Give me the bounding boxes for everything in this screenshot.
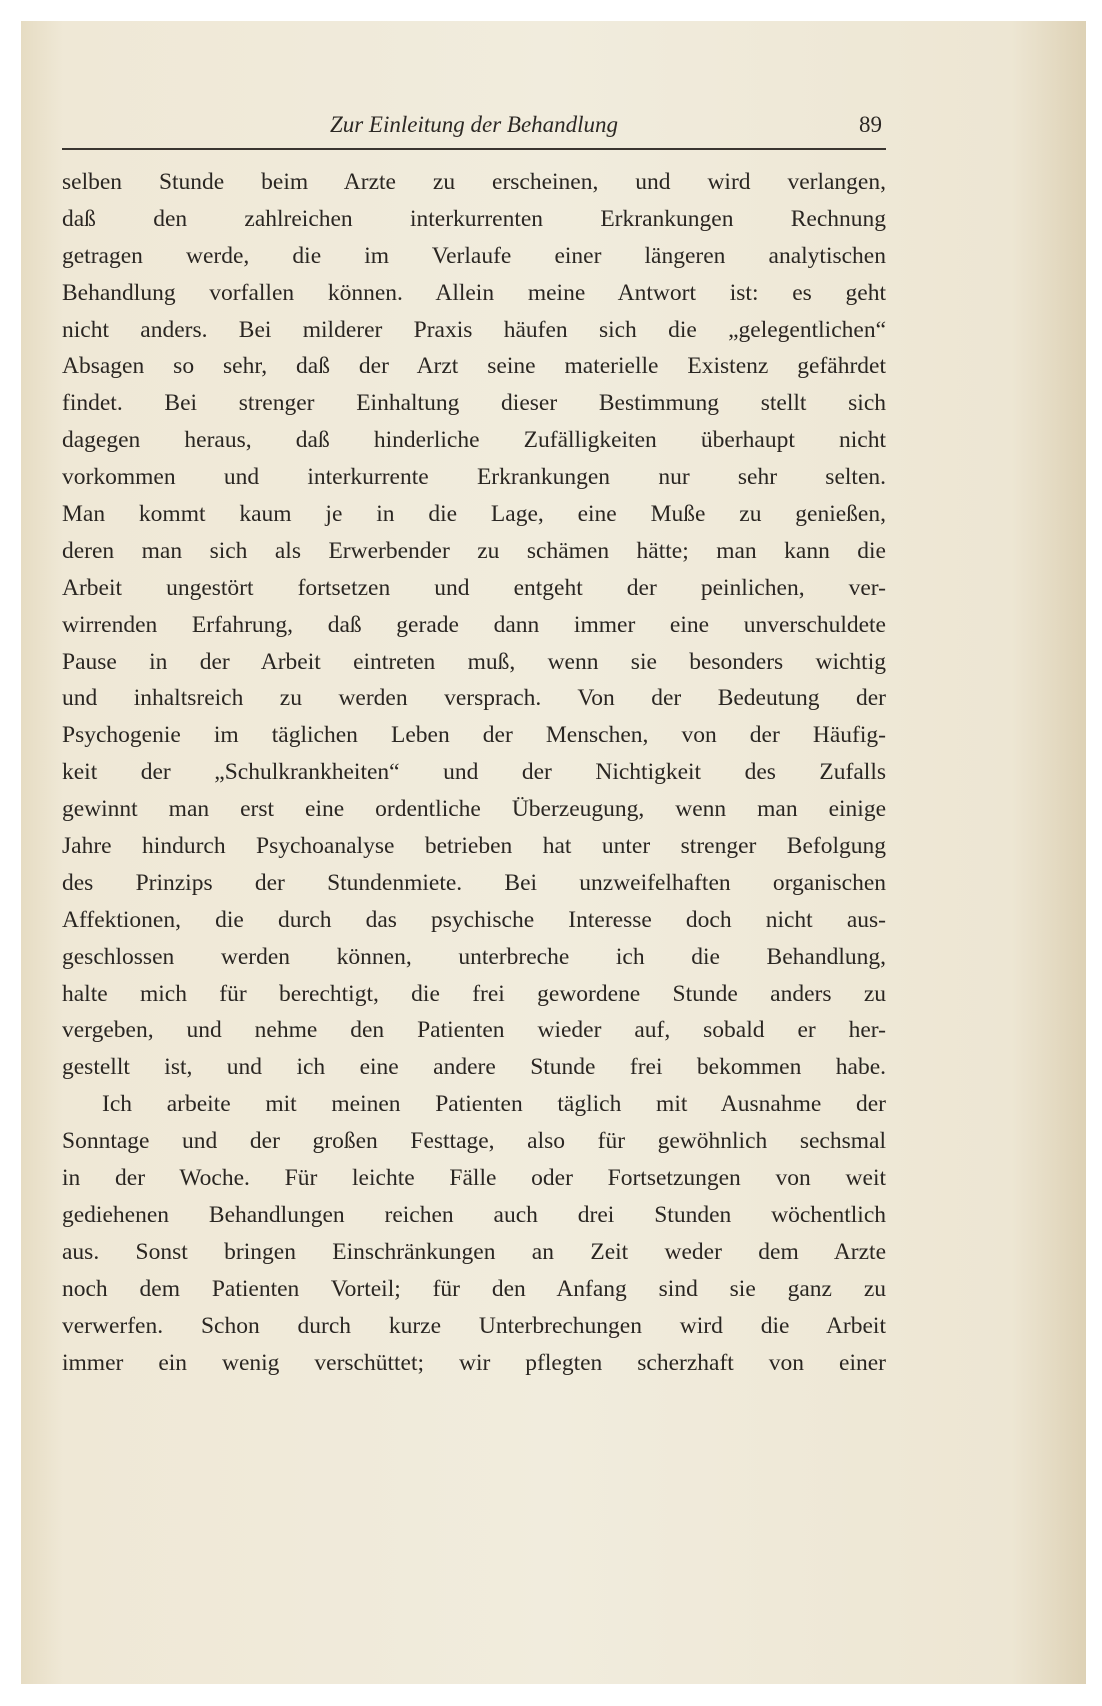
text-line: des Prinzips der Stundenmiete. Bei unzweifelhaften organischen [62, 869, 886, 896]
text-line: vergeben, und nehme den Patienten wieder auf, sobald er her- [62, 1017, 886, 1044]
text-line: gestellt ist, und ich eine andere Stunde frei bekommen habe. [62, 1054, 886, 1081]
text-line: Affektionen, die durch das psychische Interesse doch nicht aus- [62, 906, 886, 933]
text-line: deren man sich als Erwerbender zu schämen hätte; man kann die [62, 537, 886, 564]
text-line: findet. Bei strenger Einhaltung dieser Bestimmung stellt sich [62, 390, 886, 417]
text-line: vorkommen und interkurrente Erkrankungen nur sehr selten. [62, 464, 886, 491]
text-line: immer ein wenig verschüttet; wir pflegten scherzhaft von einer [62, 1349, 886, 1376]
page-number: 89 [859, 112, 882, 137]
text-line: Jahre hindurch Psychoanalyse betrieben hat unter strenger Befolgung [62, 833, 886, 860]
text-line: verwerfen. Schon durch kurze Unterbrechungen wird die Arbeit [62, 1312, 886, 1339]
text-line: Psychogenie im täglichen Leben der Menschen, von der Häufig- [62, 722, 886, 749]
text-line: halte mich für berechtigt, die frei gewordene Stunde anders zu [62, 980, 886, 1007]
text-line: keit der „Schulkrankheiten“ und der Nichtigkeit des Zufalls [62, 759, 886, 786]
text-line: Pause in der Arbeit eintreten muß, wenn sie besonders wichtig [62, 648, 886, 675]
body-text [62, 164, 886, 1381]
text-line: Arbeit ungestört fortsetzen und entgeht der peinlichen, ver- [62, 574, 886, 601]
text-line: Man kommt kaum je in die Lage, eine Muße zu genießen, [62, 501, 886, 528]
header-rule [62, 148, 886, 150]
text-line: daß den zahlreichen interkurrenten Erkrankungen Rechnung [62, 205, 886, 232]
text-line: aus. Sonst bringen Einschränkungen an Zeit weder dem Arzte [62, 1238, 886, 1265]
text-line: getragen werde, die im Verlaufe einer längeren analytischen [62, 242, 886, 269]
text-line: nicht anders. Bei milderer Praxis häufen sich die „gelegentlichen“ [62, 316, 886, 343]
text-line: Sonntage und der großen Festtage, also für gewöhnlich sechsmal [62, 1128, 886, 1155]
text-line: Behandlung vorfallen können. Allein meine Antwort ist: es geht [62, 279, 886, 306]
text-line: Ich arbeite mit meinen Patienten täglich mit Ausnahme der [102, 1091, 886, 1118]
text-line: gediehenen Behandlungen reichen auch drei Stunden wöchentlich [62, 1201, 886, 1228]
text-line: selben Stunde beim Arzte zu erscheinen, und wird verlangen, [62, 169, 886, 195]
running-title: Zur Einleitung der Behandlung [329, 112, 619, 137]
running-header [62, 112, 886, 146]
text-line: wirrenden Erfahrung, daß gerade dann immer eine unverschuldete [62, 611, 886, 638]
text-line: noch dem Patienten Vorteil; für den Anfang sind sie ganz zu [62, 1275, 886, 1302]
text-line: dagegen heraus, daß hinderliche Zufälligkeiten überhaupt nicht [62, 427, 886, 454]
text-line: gewinnt man erst eine ordentliche Überzeugung, wenn man einige [62, 796, 886, 823]
text-line: und inhaltsreich zu werden versprach. Von der Bedeutung der [62, 685, 886, 712]
text-line: in der Woche. Für leichte Fälle oder Fortsetzungen von weit [62, 1165, 886, 1192]
text-line: Absagen so sehr, daß der Arzt seine materielle Existenz gefährdet [62, 353, 886, 380]
text-line: geschlossen werden können, unterbreche ich die Behandlung, [62, 943, 886, 970]
